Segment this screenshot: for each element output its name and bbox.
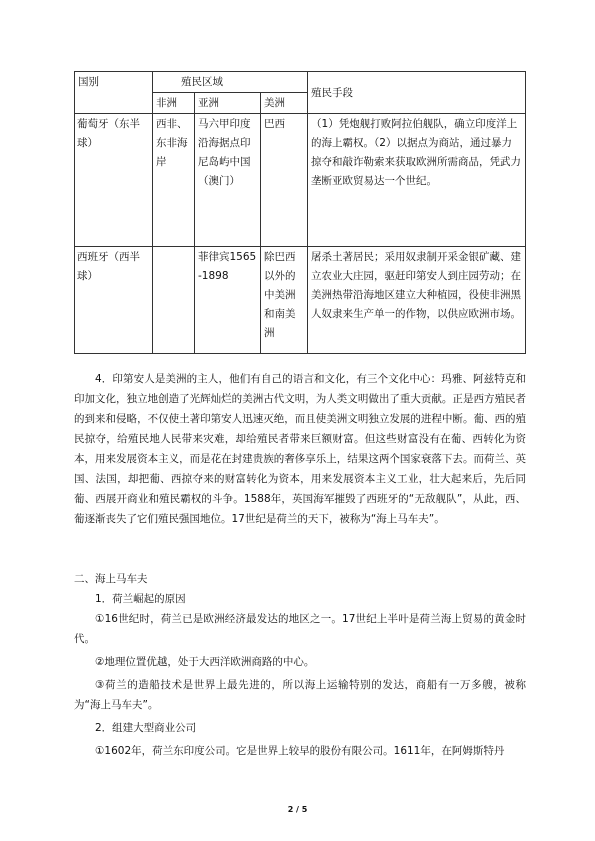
subheading-companies: 2．组建大型商业公司 xyxy=(95,722,197,734)
header-country: 国别 xyxy=(75,72,153,114)
table-row xyxy=(75,247,526,354)
cell-africa xyxy=(153,247,195,354)
cell-country: 葡萄牙（东半球） xyxy=(75,114,153,247)
cell-means: 屠杀土著居民；采用奴隶制开采金银矿藏、建立农业大庄园，驱赶印第安人到庄园劳动；在美洲热带沿海地区建立大种植园，役使非洲黑人奴隶来生产单一的作物，以供应欧洲市场。 xyxy=(308,247,526,354)
colonial-table xyxy=(74,71,526,354)
page-number: 2 / 5 xyxy=(287,805,308,814)
reason-2: ②地理位置优越，处于大西洋欧洲商路的中心。 xyxy=(95,656,315,668)
header-africa: 非洲 xyxy=(153,93,195,114)
table-row xyxy=(75,114,526,247)
cell-africa: 西非、东非海岸 xyxy=(153,114,195,247)
cell-asia: 马六甲印度沿海据点印尼岛屿中国（澳门） xyxy=(195,114,261,247)
header-asia: 亚洲 xyxy=(195,93,261,114)
header-means: 殖民手段 xyxy=(308,72,526,114)
company-1: ①1602年，荷兰东印度公司。它是世界上较早的股份有限公司。1611年，在阿姆斯特丹 xyxy=(95,745,505,757)
cell-means: （1）凭炮舰打败阿拉伯舰队，确立印度洋上的海上霸权。（2）以据点为商站，通过暴力掠夺和敲诈勒索来获取欧洲所需商品，凭武力垄断亚欧贸易达一个世纪。 xyxy=(308,114,526,247)
paragraph-4: 4．印第安人是美洲的主人，他们有自己的语言和文化，有三个文化中心：玛雅、阿兹特克和印加文化，独立地创造了光辉灿烂的美洲古代文明，为人类文明做出了重大贡献。正是西方殖民者的到来和侵略，不仅使土著印第安人迅速灭绝，而且使美洲文明独立发展的进程中断。葡、西的殖民掠夺，给殖民地人民带来灾难，却给殖民者带来巨额财富。但这些财富没有在葡、西转化为资本，用来发展资本主义，而是花在封建贵族的奢侈享乐上，结果这两个国家衰落下去。而荷兰、英国、法国，却把葡、西掠夺来的财富转化为资本，用来发展资本主义工业，壮大起来后，先后同葡、西展开商业和殖民霸权的斗争。1588年，英国海军摧毁了西班牙的“无敌舰队”，从此，西、葡逐渐丧失了它们殖民强国地位。17世纪是荷兰的天下，被称为“海上马车夫”。 xyxy=(74,373,526,525)
cell-country: 西班牙（西半球） xyxy=(75,247,153,354)
section-heading: 二、海上马车夫 xyxy=(74,573,148,585)
cell-america: 除巴西以外的中美洲和南美洲 xyxy=(261,247,308,354)
header-america: 美洲 xyxy=(261,93,308,114)
header-region: 殖民区域 xyxy=(153,72,308,93)
cell-asia: 菲律宾1565-1898 xyxy=(195,247,261,354)
reason-1: ①16世纪时，荷兰已是欧洲经济最发达的地区之一。17世纪上半叶是荷兰海上贸易的黄金时代。 xyxy=(74,613,526,645)
cell-america: 巴西 xyxy=(261,114,308,247)
reason-3: ③荷兰的造船技术是世界上最先进的，所以海上运输特别的发达，商船有一万多艘，被称为“海上马车夫”。 xyxy=(74,679,526,711)
subheading-reasons: 1．荷兰崛起的原因 xyxy=(95,593,186,605)
table-header-row xyxy=(75,72,526,93)
